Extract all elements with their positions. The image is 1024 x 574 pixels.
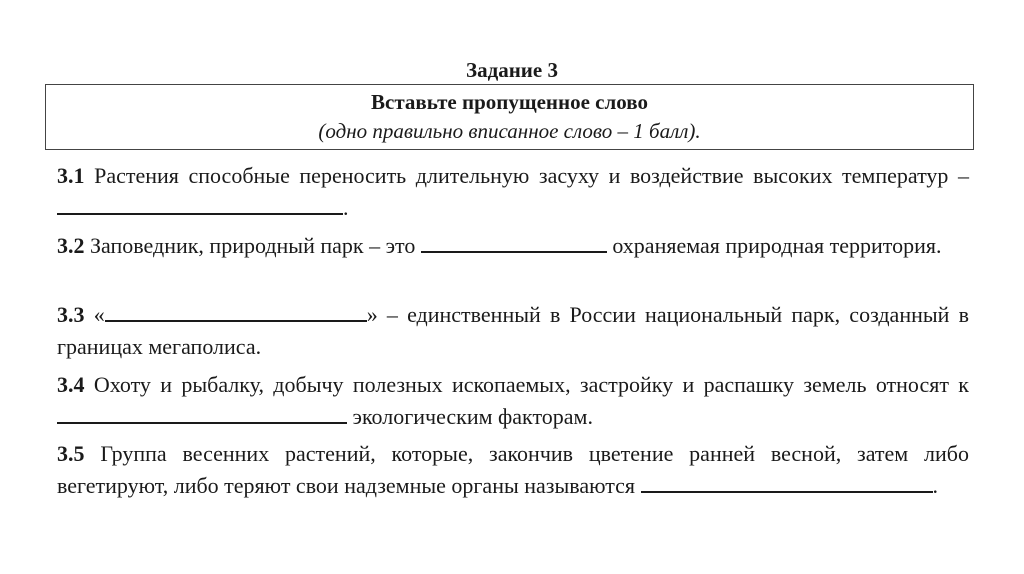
task-title: Задание 3	[466, 58, 558, 82]
instruction-heading: Вставьте пропущенное слово	[371, 90, 648, 114]
task-text-before: «	[93, 302, 105, 327]
task-3-5	[57, 438, 969, 502]
task-text-before: Растения способные переносить длительную засуху и воздействие высоких температур –	[94, 163, 969, 188]
task-text-after: » – единственный в России национальный парк, созданный в границах мегаполиса.	[57, 302, 969, 359]
task-text-after: .	[932, 473, 939, 498]
task-text-before: Группа весенних растений, которые, закончив цветение ранней весной, затем либо вегетируют, либо теряют свои надземные органы называются	[57, 441, 969, 498]
task-text-after: .	[343, 195, 349, 220]
answer-blank-3-1[interactable]	[57, 192, 343, 215]
answer-blank-3-2[interactable]	[421, 230, 607, 253]
task-text-before: Охоту и рыбалку, добычу полезных ископаемых, застройку и распашку земель относят к	[93, 372, 969, 397]
task-3-2	[57, 230, 969, 262]
task-text-after: экологическим факторам.	[352, 404, 593, 429]
task-3-4	[57, 369, 969, 433]
task-text-after: охраняемая природная территория.	[612, 233, 942, 258]
instruction-scoring: (одно правильно вписанное слово – 1 балл).	[318, 119, 701, 143]
instruction-box	[45, 84, 974, 150]
answer-blank-3-5[interactable]	[641, 470, 933, 493]
answer-blank-3-3[interactable]	[105, 299, 367, 322]
task-number: 3.1	[57, 163, 85, 188]
task-number: 3.2	[57, 233, 85, 258]
task-text-before: Заповедник, природный парк – это	[90, 233, 416, 258]
task-number: 3.4	[57, 372, 85, 397]
task-3-3	[57, 299, 969, 363]
task-number: 3.3	[57, 302, 85, 327]
answer-blank-3-4[interactable]	[57, 401, 347, 424]
task-number: 3.5	[57, 441, 85, 466]
task-3-1	[57, 160, 969, 224]
